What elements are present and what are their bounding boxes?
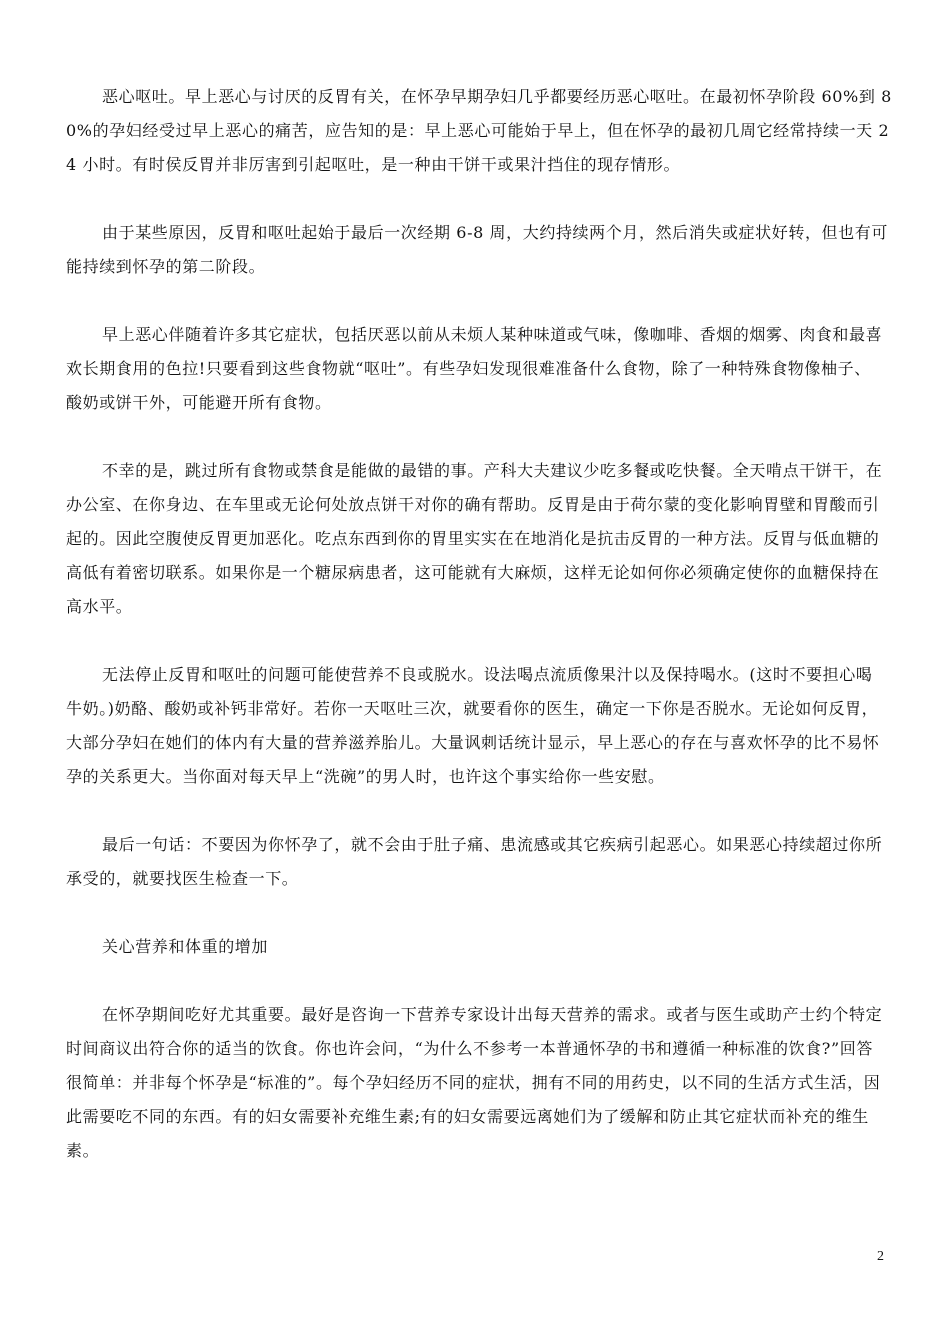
paragraph-line: 无法停止反胃和呕吐的问题可能使营养不良或脱水。设法喝点流质像果汁以及保持喝水。(这时不要担心喝 — [102, 665, 873, 684]
paragraph-duration — [66, 216, 886, 284]
paragraph-line: 欢长期食用的色拉!只要看到这些食物就“呕吐”。有些孕妇发现很难准备什么食物，除了一种特殊食物像柚子、 — [66, 359, 871, 378]
paragraph-line: 最后一句话：不要因为你怀孕了，就不会由于肚子痛、患流感或其它疾病引起恶心。如果恶心持续超过你所 — [102, 835, 883, 854]
paragraph-line: 办公室、在你身边、在车里或无论何处放点饼干对你的确有帮助。反胃是由于荷尔蒙的变化影响胃壁和胃酸而引 — [66, 495, 880, 514]
paragraph-other-symptoms — [66, 318, 886, 420]
paragraph-dehydration — [66, 658, 886, 794]
paragraph-line: 能持续到怀孕的第二阶段。 — [66, 257, 266, 276]
paragraph-line: 4 小时。有时侯反胃并非厉害到引起呕吐，是一种由干饼干或果汁挡住的现存情形。 — [66, 155, 681, 174]
paragraph-line: 起的。因此空腹使反胃更加恶化。吃点东西到你的胃里实实在在地消化是抗击反胃的一种方法。反胃与低血糖的 — [66, 529, 880, 548]
paragraph-line: 恶心呕吐。早上恶心与讨厌的反胃有关，在怀孕早期孕妇几乎都要经历恶心呕吐。在最初怀孕阶段 60%到 8 — [102, 87, 892, 106]
paragraph-line: 由于某些原因，反胃和呕吐起始于最后一次经期 6-8 周，大约持续两个月，然后消失或症状好转，但也有可 — [102, 223, 888, 242]
paragraph-line: 大部分孕妇在她们的体内有大量的营养滋养胎儿。大量讽刺话统计显示，早上恶心的存在与喜欢怀孕的比不易怀 — [66, 733, 880, 752]
paragraph-line: 0%的孕妇经受过早上恶心的痛苦，应告知的是：早上恶心可能始于早上，但在怀孕的最初几周它经常持续一天 2 — [66, 121, 890, 140]
paragraph-line: 高水平。 — [66, 597, 133, 616]
paragraph-line: 孕的关系更大。当你面对每天早上“洗碗”的男人时，也许这个事实给你一些安慰。 — [66, 767, 665, 786]
paragraph-line: 很简单：并非每个怀孕是“标准的”。每个孕妇经历不同的症状，拥有不同的用药史，以不同的生活方式生活，因 — [66, 1073, 881, 1092]
paragraph-line: 素。 — [66, 1141, 100, 1160]
paragraph-line: 在怀孕期间吃好尤其重要。最好是咨询一下营养专家设计出每天营养的需求。或者与医生或助产士约个特定 — [102, 1005, 883, 1024]
paragraph-morning-sickness — [66, 80, 892, 182]
paragraph-nutrition — [66, 998, 886, 1168]
paragraph-line: 承受的，就要找医生检查一下。 — [66, 869, 299, 888]
paragraph-line: 酸奶或饼干外，可能避开所有食物。 — [66, 393, 332, 412]
paragraph-skipping-food — [66, 454, 886, 624]
paragraph-line: 牛奶。)奶酪、酸奶或补钙非常好。若你一天呕吐三次，就要看你的医生，确定一下你是否脱水。无论如何反胃， — [66, 699, 879, 718]
section-heading: 关心营养和体重的增加 — [102, 937, 269, 956]
paragraph-line: 早上恶心伴随着许多其它症状，包括厌恶以前从未烦人某种味道或气味，像咖啡、香烟的烟雾、肉食和最喜 — [102, 325, 883, 344]
paragraph-line: 此需要吃不同的东西。有的妇女需要补充维生素;有的妇女需要远离她们为了缓解和防止其它症状而补充的维生 — [66, 1107, 869, 1126]
paragraph-line: 时间商议出符合你的适当的饮食。你也许会问，“为什么不参考一本普通怀孕的书和遵循一种标准的饮食?”回答 — [66, 1039, 873, 1058]
paragraph-line: 高低有着密切联系。如果你是一个糖尿病患者，这可能就有大麻烦，这样无论如何你必须确定使你的血糖保持在 — [66, 563, 880, 582]
paragraph-line: 不幸的是，跳过所有食物或禁食是能做的最错的事。产科大夫建议少吃多餐或吃快餐。全天啃点干饼干，在 — [102, 461, 883, 480]
document-body — [66, 80, 892, 1202]
page-number: 2 — [877, 1249, 884, 1264]
paragraph-final-word — [66, 828, 886, 896]
